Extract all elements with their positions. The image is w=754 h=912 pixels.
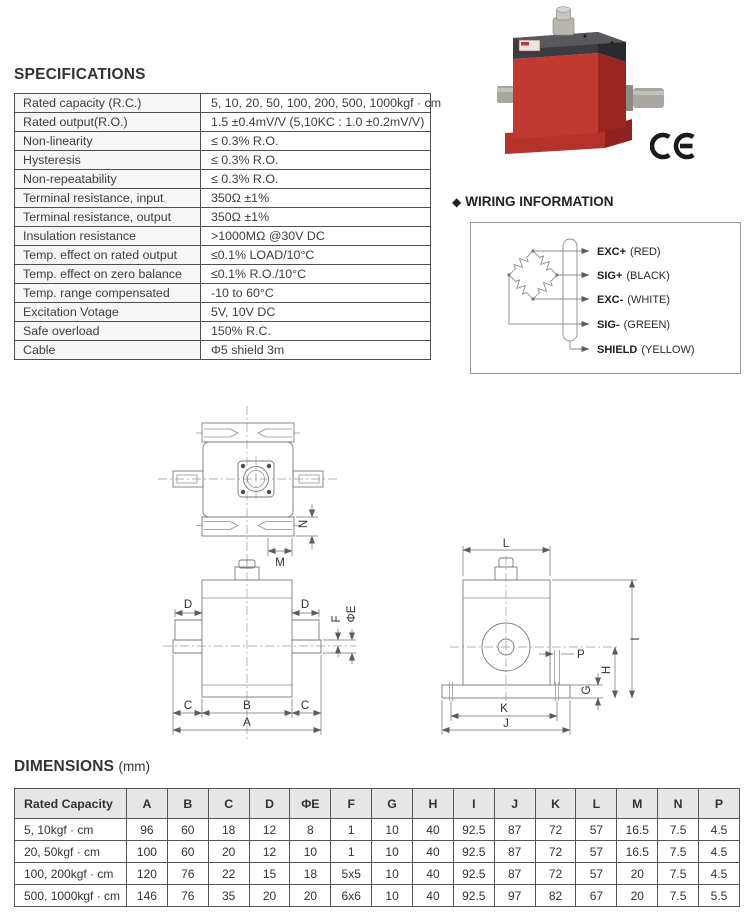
dim-cell: 92.5 bbox=[453, 885, 494, 907]
dim-header-N: N bbox=[658, 789, 699, 819]
dimensions-table-head bbox=[15, 789, 740, 819]
dim-cell: 40 bbox=[413, 885, 454, 907]
spec-value: ≤ 0.3% R.O. bbox=[201, 151, 431, 170]
dim-header-K: K bbox=[535, 789, 576, 819]
spec-label: Rated capacity (R.C.) bbox=[15, 94, 201, 113]
spec-value: 350Ω ±1% bbox=[201, 189, 431, 208]
spec-value: 5, 10, 20, 50, 100, 200, 500, 1000kgf · cm bbox=[201, 94, 431, 113]
svg-text:SHIELD(YELLOW) bbox=[597, 344, 695, 356]
dim-label-p: P bbox=[577, 649, 585, 661]
dim-header-B: B bbox=[167, 789, 208, 819]
dim-label-l: L bbox=[502, 538, 510, 550]
spec-row bbox=[15, 170, 431, 189]
dim-cell: 18 bbox=[290, 863, 331, 885]
spec-label: Insulation resistance bbox=[15, 227, 201, 246]
spec-row bbox=[15, 113, 431, 132]
dim-cell: 60 bbox=[167, 819, 208, 841]
spec-row bbox=[15, 341, 431, 360]
dim-label-d-right: D bbox=[300, 599, 310, 611]
dim-cell-capacity: 100, 200kgf · cm bbox=[15, 863, 127, 885]
spec-row bbox=[15, 246, 431, 265]
wiring-box bbox=[470, 222, 741, 374]
specifications-title: SPECIFICATIONS bbox=[14, 66, 146, 83]
dim-cell: 4.5 bbox=[699, 819, 740, 841]
dim-header-L: L bbox=[576, 789, 617, 819]
dim-cell: 92.5 bbox=[453, 819, 494, 841]
spec-label: Temp. range compensated bbox=[15, 284, 201, 303]
dim-cell: 40 bbox=[413, 863, 454, 885]
spec-label: Rated output(R.O.) bbox=[15, 113, 201, 132]
svg-text:EXC+(RED) bbox=[597, 246, 661, 258]
dim-cell: 60 bbox=[167, 841, 208, 863]
spec-table-body bbox=[15, 94, 442, 360]
dim-cell: 7.5 bbox=[658, 841, 699, 863]
spec-label: Terminal resistance, output bbox=[15, 208, 201, 227]
dim-cell: 72 bbox=[535, 819, 576, 841]
wire-signal: EXC+ bbox=[597, 246, 627, 258]
wire-color: (GREEN) bbox=[623, 319, 671, 331]
dim-cell: 5x5 bbox=[331, 863, 372, 885]
wiring-title: ◆ WIRING INFORMATION bbox=[452, 194, 614, 209]
dim-cell: 57 bbox=[576, 841, 617, 863]
dim-label-b: B bbox=[243, 700, 251, 712]
spec-label: Safe overload bbox=[15, 322, 201, 341]
spec-row bbox=[15, 151, 431, 170]
dim-cell: 82 bbox=[535, 885, 576, 907]
dim-cell: 6x6 bbox=[331, 885, 372, 907]
dim-cell: 87 bbox=[494, 841, 535, 863]
connector bbox=[553, 18, 574, 35]
spec-value: Φ5 shield 3m bbox=[201, 341, 431, 360]
dim-cell: 100 bbox=[127, 841, 168, 863]
dim-cell: 1 bbox=[331, 841, 372, 863]
dim-cell: 76 bbox=[167, 863, 208, 885]
dim-label-k: K bbox=[500, 703, 508, 715]
dim-cell: 67 bbox=[576, 885, 617, 907]
dim-header-H: H bbox=[413, 789, 454, 819]
spec-row bbox=[15, 189, 431, 208]
dimensions-row bbox=[15, 885, 740, 907]
dim-cell: 20 bbox=[617, 885, 658, 907]
dim-header-I: I bbox=[453, 789, 494, 819]
dim-label-g: G bbox=[581, 685, 593, 695]
spec-value: ≤ 0.3% R.O. bbox=[201, 132, 431, 151]
dim-label-j: J bbox=[503, 718, 509, 730]
spec-label: Excitation Votage bbox=[15, 303, 201, 322]
dimensions-table bbox=[14, 788, 740, 907]
dimensions-row bbox=[15, 863, 740, 885]
dim-header-J: J bbox=[494, 789, 535, 819]
dimensions-row bbox=[15, 819, 740, 841]
dim-cell: 57 bbox=[576, 863, 617, 885]
dim-cell: 16.5 bbox=[617, 841, 658, 863]
dim-cell: 20 bbox=[617, 863, 658, 885]
dim-label-h: H bbox=[601, 665, 613, 675]
dim-cell: 97 bbox=[494, 885, 535, 907]
dim-label-f: F bbox=[331, 615, 343, 623]
spec-label: Terminal resistance, input bbox=[15, 189, 201, 208]
spec-label: Temp. effect on rated output bbox=[15, 246, 201, 265]
dim-cell-capacity: 5, 10kgf · cm bbox=[15, 819, 127, 841]
dim-cell: 7.5 bbox=[658, 863, 699, 885]
dim-cell: 92.5 bbox=[453, 863, 494, 885]
dim-cell: 20 bbox=[290, 885, 331, 907]
dim-cell-capacity: 500, 1000kgf · cm bbox=[15, 885, 127, 907]
body-side bbox=[598, 53, 626, 133]
svg-text:EXC-(WHITE) bbox=[597, 294, 670, 306]
dim-header-capacity: Rated Capacity bbox=[15, 789, 127, 819]
spec-value: 5V, 10V DC bbox=[201, 303, 431, 322]
spec-row bbox=[15, 208, 431, 227]
spec-value: -10 to 60°C bbox=[201, 284, 431, 303]
svg-text:SIG-(GREEN) bbox=[597, 319, 670, 331]
dim-cell: 15 bbox=[249, 863, 290, 885]
dim-header-F: F bbox=[331, 789, 372, 819]
dim-cell: 87 bbox=[494, 863, 535, 885]
dim-label-c-right: C bbox=[300, 700, 310, 712]
dim-header-P: P bbox=[699, 789, 740, 819]
wire-signal: SIG- bbox=[597, 319, 620, 331]
spec-value: 150% R.C. bbox=[201, 322, 431, 341]
svg-text:SIG+(BLACK) bbox=[597, 270, 670, 282]
dim-cell-capacity: 20, 50kgf · cm bbox=[15, 841, 127, 863]
spec-row bbox=[15, 303, 431, 322]
dim-cell: 12 bbox=[249, 841, 290, 863]
dim-cell: 1 bbox=[331, 819, 372, 841]
spec-value: 1.5 ±0.4mV/V (5,10KC : 1.0 ±0.2mV/V) bbox=[201, 113, 431, 132]
dimensions-table-body bbox=[15, 819, 740, 907]
spec-value: >1000MΩ @30V DC bbox=[201, 227, 431, 246]
dim-cell: 72 bbox=[535, 841, 576, 863]
dim-cell: 10 bbox=[372, 841, 413, 863]
dim-cell: 146 bbox=[127, 885, 168, 907]
spec-row bbox=[15, 284, 431, 303]
spec-label: Non-repeatability bbox=[15, 170, 201, 189]
dim-header-G: G bbox=[372, 789, 413, 819]
spec-row bbox=[15, 132, 431, 151]
screw bbox=[610, 41, 613, 44]
ce-mark bbox=[650, 131, 696, 161]
spec-row bbox=[15, 227, 431, 246]
dim-cell: 87 bbox=[494, 819, 535, 841]
dim-cell: 18 bbox=[208, 819, 249, 841]
dim-cell: 16.5 bbox=[617, 819, 658, 841]
spec-value: 350Ω ±1% bbox=[201, 208, 431, 227]
wire-color: (YELLOW) bbox=[641, 344, 695, 356]
drawing-side-view bbox=[430, 538, 655, 746]
dimensions-row bbox=[15, 841, 740, 863]
wire-signal: SIG+ bbox=[597, 270, 623, 282]
dim-label-c-left: C bbox=[183, 700, 193, 712]
dim-cell: 10 bbox=[372, 885, 413, 907]
wire-signal: SHIELD bbox=[597, 344, 638, 356]
wire-color: (BLACK) bbox=[626, 270, 670, 282]
spec-value: ≤0.1% R.O./10°C bbox=[201, 265, 431, 284]
dimensions-title: DIMENSIONS (mm) bbox=[14, 758, 150, 775]
dim-header-ΦE: ΦE bbox=[290, 789, 331, 819]
dim-label-phi-e: ΦE bbox=[346, 605, 358, 623]
spec-value: ≤ 0.3% R.O. bbox=[201, 170, 431, 189]
spec-label: Hysteresis bbox=[15, 151, 201, 170]
dim-header-M: M bbox=[617, 789, 658, 819]
dim-label-m: M bbox=[275, 557, 285, 569]
dim-label-n: N bbox=[298, 519, 310, 529]
dim-cell: 20 bbox=[249, 885, 290, 907]
wiring-diagram bbox=[471, 223, 740, 373]
dim-cell: 96 bbox=[127, 819, 168, 841]
spec-label: Non-linearity bbox=[15, 132, 201, 151]
wire-color: (RED) bbox=[630, 246, 661, 258]
spec-table bbox=[14, 93, 442, 360]
dimensions-header-row bbox=[15, 789, 740, 819]
wire-color: (WHITE) bbox=[627, 294, 671, 306]
dim-cell: 10 bbox=[372, 819, 413, 841]
screw bbox=[583, 34, 586, 37]
spec-row bbox=[15, 322, 431, 341]
dim-label-i: I bbox=[630, 637, 642, 641]
spec-row bbox=[15, 265, 431, 284]
spec-row bbox=[15, 94, 431, 113]
dim-header-D: D bbox=[249, 789, 290, 819]
diamond-icon: ◆ bbox=[452, 195, 462, 209]
body-front bbox=[513, 53, 598, 139]
dim-label-a: A bbox=[243, 717, 251, 729]
dim-cell: 35 bbox=[208, 885, 249, 907]
dim-cell: 5.5 bbox=[699, 885, 740, 907]
dim-cell: 4.5 bbox=[699, 841, 740, 863]
dim-cell: 20 bbox=[208, 841, 249, 863]
dim-cell: 8 bbox=[290, 819, 331, 841]
dim-cell: 40 bbox=[413, 841, 454, 863]
spec-label: Temp. effect on zero balance bbox=[15, 265, 201, 284]
dim-cell: 7.5 bbox=[658, 885, 699, 907]
dim-header-C: C bbox=[208, 789, 249, 819]
dim-cell: 40 bbox=[413, 819, 454, 841]
dim-cell: 76 bbox=[167, 885, 208, 907]
dim-cell: 57 bbox=[576, 819, 617, 841]
dim-label-d-left: D bbox=[183, 599, 193, 611]
wire-signal: EXC- bbox=[597, 294, 624, 306]
dim-cell: 4.5 bbox=[699, 863, 740, 885]
drawing-front-view bbox=[148, 553, 368, 750]
dim-cell: 12 bbox=[249, 819, 290, 841]
product-photo bbox=[495, 2, 670, 162]
dim-header-A: A bbox=[127, 789, 168, 819]
dim-cell: 10 bbox=[372, 863, 413, 885]
spec-value: ≤0.1% LOAD/10°C bbox=[201, 246, 431, 265]
spec-label: Cable bbox=[15, 341, 201, 360]
dim-cell: 10 bbox=[290, 841, 331, 863]
dim-cell: 92.5 bbox=[453, 841, 494, 863]
dim-cell: 72 bbox=[535, 863, 576, 885]
dim-cell: 7.5 bbox=[658, 819, 699, 841]
dim-cell: 120 bbox=[127, 863, 168, 885]
dim-cell: 22 bbox=[208, 863, 249, 885]
cable-sheath bbox=[563, 239, 577, 341]
